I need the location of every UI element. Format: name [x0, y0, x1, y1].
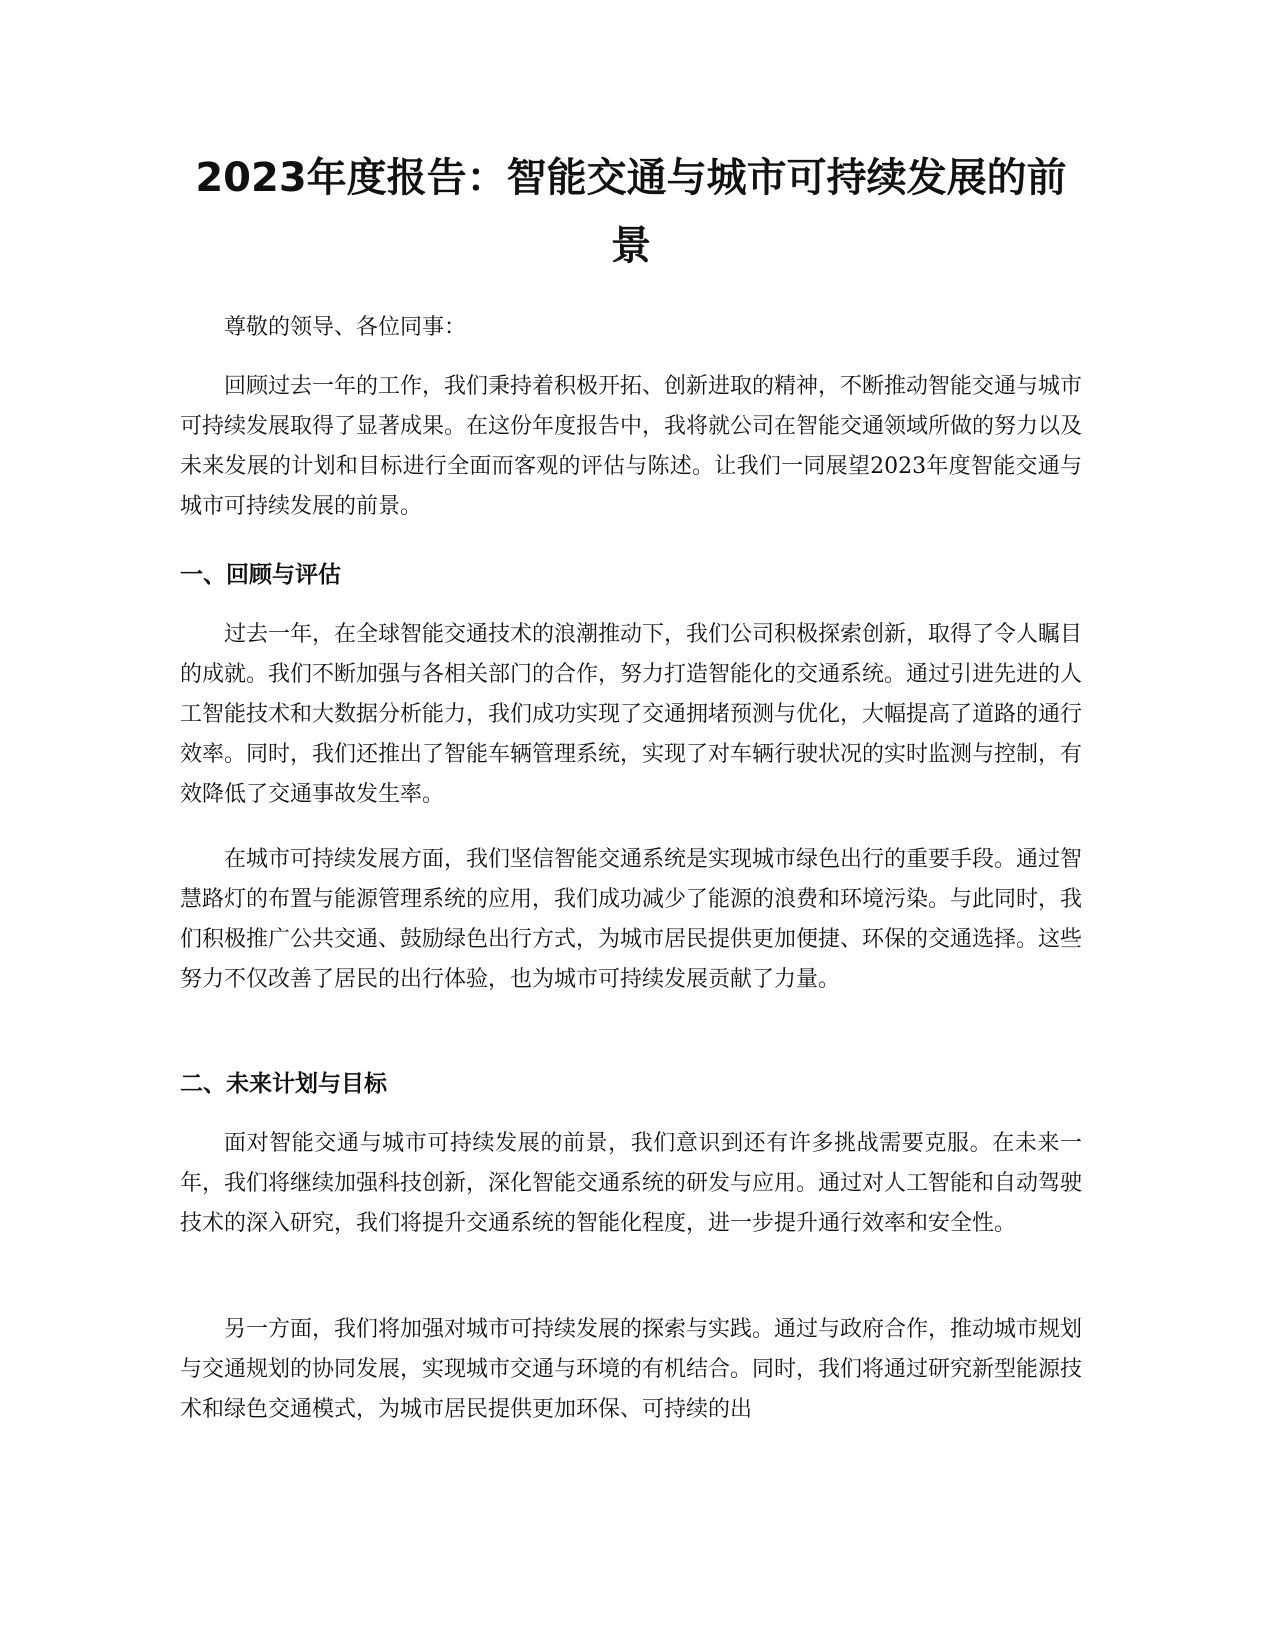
document-title: 2023年度报告：智能交通与城市可持续发展的前景	[195, 155, 1067, 269]
intro-paragraph: 回顾过去一年的工作，我们秉持着积极开拓、创新进取的精神，不断推动智能交通与城市可持续发展取得了显著成果。在这份年度报告中，我将就公司在智能交通领域所做的努力以及未来发展的计划和目标进行全面而客观的评估与陈述。让我们一同展望2023年度智能交通与城市可持续发展的前景。	[180, 374, 1083, 519]
greeting-paragraph: 尊敬的领导、各位同事：	[224, 315, 467, 340]
section-heading-review: 一、回顾与评估	[180, 562, 341, 588]
review-paragraph-2: 在城市可持续发展方面，我们坚信智能交通系统是实现城市绿色出行的重要手段。通过智慧路灯的布置与能源管理系统的应用，我们成功减少了能源的浪费和环境污染。与此同时，我们积极推广公共交通、鼓励绿色出行方式，为城市居民提供更加便捷、环保的交通选择。这些努力不仅改善了居民的出行体验，也为城市可持续发展贡献了力量。	[180, 847, 1083, 992]
future-paragraph-1: 面对智能交通与城市可持续发展的前景，我们意识到还有许多挑战需要克服。在未来一年，我们将继续加强科技创新，深化智能交通系统的研发与应用。通过对人工智能和自动驾驶技术的深入研究，我们将提升交通系统的智能化程度，进一步提升通行效率和安全性。	[180, 1131, 1083, 1236]
section-heading-future: 二、未来计划与目标	[180, 1071, 387, 1097]
future-paragraph-2: 另一方面，我们将加强对城市可持续发展的探索与实践。通过与政府合作，推动城市规划与交通规划的协同发展，实现城市交通与环境的有机结合。同时，我们将通过研究新型能源技术和绿色交通模式，为城市居民提供更加环保、可持续的出	[180, 1317, 1083, 1422]
review-paragraph-1: 过去一年，在全球智能交通技术的浪潮推动下，我们公司积极探索创新，取得了令人瞩目的成就。我们不断加强与各相关部门的合作，努力打造智能化的交通系统。通过引进先进的人工智能技术和大数据分析能力，我们成功实现了交通拥堵预测与优化，大幅提高了道路的通行效率。同时，我们还推出了智能车辆管理系统，实现了对车辆行驶状况的实时监测与控制，有效降低了交通事故发生率。	[180, 622, 1083, 807]
